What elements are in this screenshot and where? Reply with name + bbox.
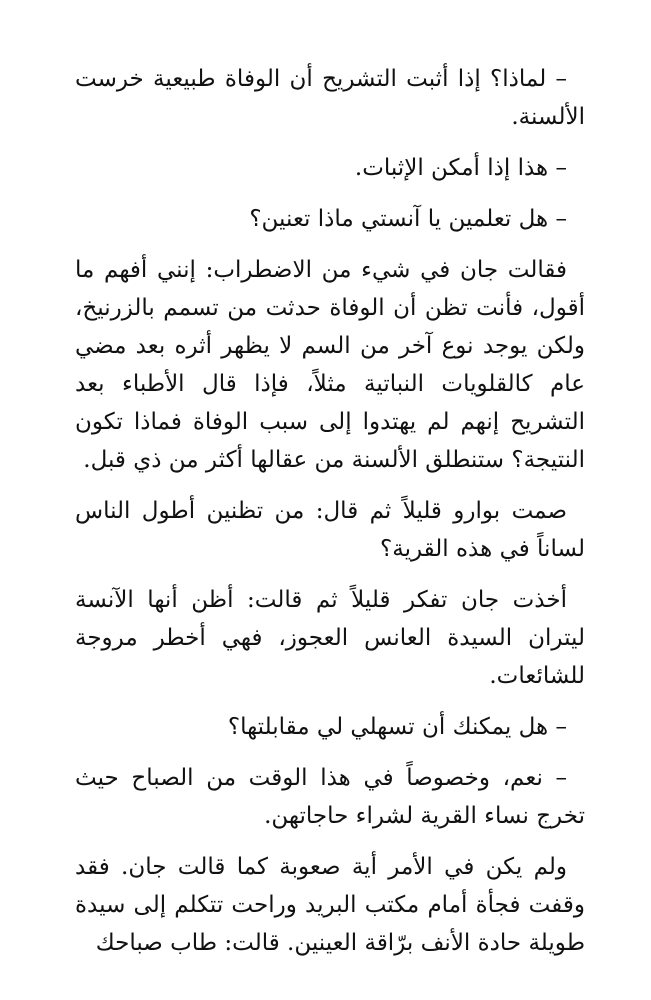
narration-paragraph: ولم يكن في الأمر أية صعوبة كما قالت جان. فقد وقفت فجأة أمام مكتب البريد وراحت تتكلم إلى سيدة طويلة حادة الأنف برّاقة العينين. قالت: طاب صباحك (75, 854, 585, 956)
narration-paragraph: فقالت جان في شيء من الاضطراب: إنني أفهم ما أقول، فأنت تظن أن الوفاة حدثت من تسمم بالزرنيخ، ولكن يوجد نوع آخر من السم لا يظهر أثره بعد مضي عام كالقلويات النباتية مثلاً، فإذا قال الأطباء بعد التشريح إنهم لم يهتدوا إلى سبب الوفاة فماذا تكون النتيجة؟ ستنطلق الألسنة من عقالها أكثر من ذي قبل. (75, 257, 585, 473)
dialogue-line: – نعم، وخصوصاً في هذا الوقت من الصباح حيث تخرج نساء القرية لشراء حاجاتهن. (75, 765, 585, 829)
narration-paragraph: أخذت جان تفكر قليلاً ثم قالت: أظن أنها الآنسة ليتران السيدة العانس العجوز، فهي أخطر مروجة للشائعات. (75, 587, 585, 689)
dialogue-line: – هل تعلمين يا آنستي ماذا تعنين؟ (249, 206, 567, 232)
book-page (75, 60, 585, 975)
dialogue-line: – هذا إذا أمكن الإثبات. (354, 155, 567, 181)
narration-paragraph: صمت بوارو قليلاً ثم قال: من تظنين أطول الناس لساناً في هذه القرية؟ (75, 498, 585, 562)
dialogue-line: – هل يمكنك أن تسهلي لي مقابلتها؟ (227, 714, 567, 740)
dialogue-line: – لماذا؟ إذا أثبت التشريح أن الوفاة طبيعية خرست الألسنة. (75, 66, 585, 130)
